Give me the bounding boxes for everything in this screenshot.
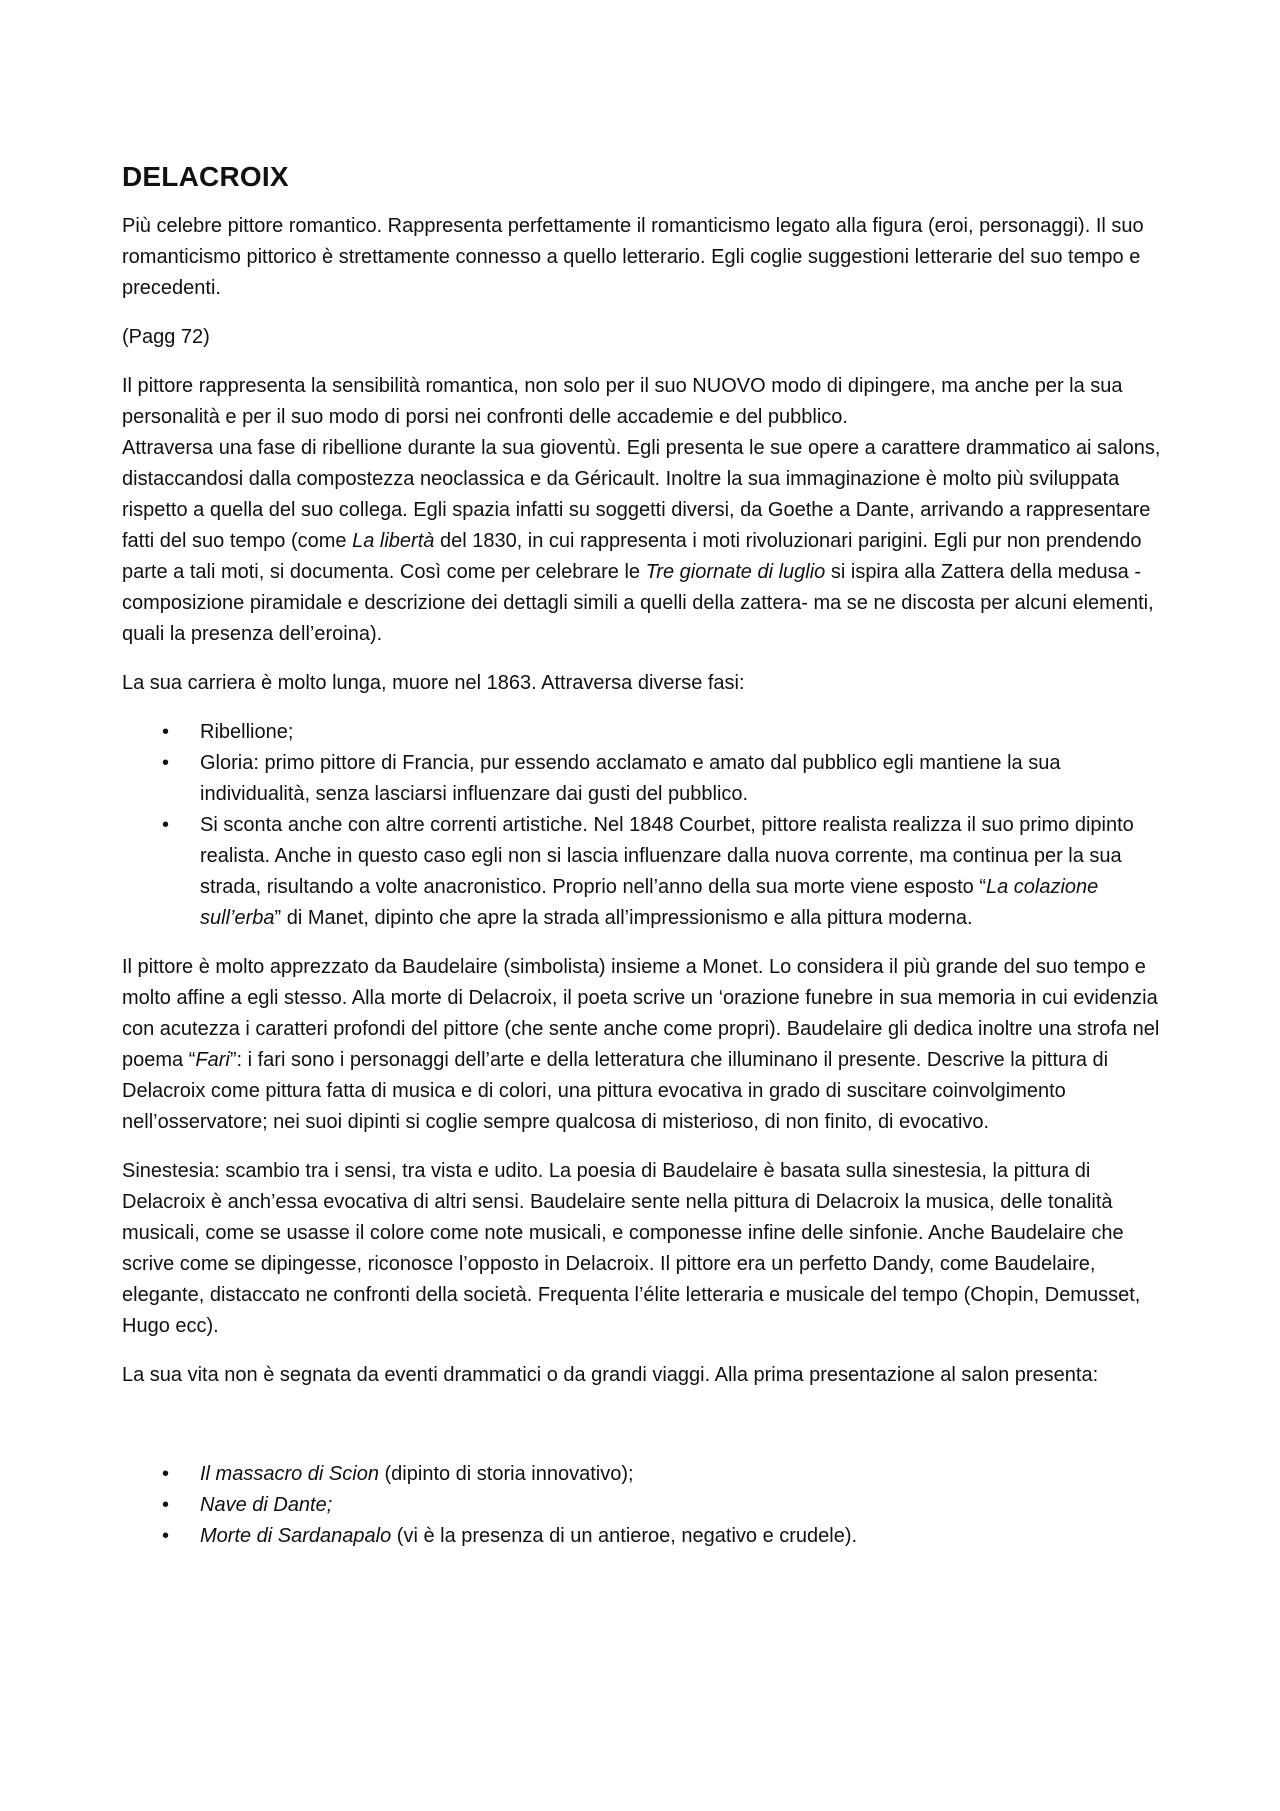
sensibility-paragraph — [122, 371, 1170, 650]
bullet-icon: • — [162, 814, 170, 836]
list-item: • Ribellione; — [122, 717, 1170, 748]
bullet-icon: • — [162, 1525, 170, 1547]
artwork-title-sardanapalo: Morte di Sardanapalo — [200, 1525, 392, 1547]
sensibility-text-a: Il pittore rappresenta la sensibilità romantica, non solo per il suo NUOVO modo di dipingere, ma anche per la sua personalità e per il suo modo di porsi nei confronti delle accademie e del pubblico. — [122, 375, 1123, 428]
list-item — [122, 1490, 1170, 1521]
page-title: DELACROIX — [122, 161, 289, 192]
artwork-title-tre-giornate: Tre giornate di luglio — [645, 561, 826, 583]
list-item: • Gloria: primo pittore di Francia, pur essendo acclamato e amato dal pubblico egli mantiene la sua individualità, senza lasciarsi influenzare dai gusti del pubblico. — [122, 748, 1170, 810]
list-item: • Si sconta anche con altre correnti artistiche. Nel 1848 Courbet, pittore realista realizza il suo primo dipinto realista. Anche in questo caso egli non si lascia influenzare dalla nuova corrente, ma continua per la sua strada, risultando a volte anacronistico. Proprio nell’anno della sua morte viene esposto “La colazione sull’erba” di Manet, dipinto che apre la strada all’impressionismo e alla pittura moderna. — [122, 810, 1170, 934]
artwork-title-massacro: Il massacro di Scion — [200, 1463, 379, 1485]
artwork-title-colazione: La colazione sull’erba — [200, 876, 1099, 929]
sensibility-text-b: Attraversa una fase di ribellione durante la sua gioventù. Egli presenta le sue opere a carattere drammatico ai salons, distaccandosi dalla compostezza neoclassica e da Géricault. Inoltre la sua immaginazione è molto più sviluppata rispetto a quella del suo collega. Egli spazia infatti su soggetti diversi, da Goethe a Dante, arrivando a rappresentare fatti del suo tempo (come — [122, 437, 1161, 552]
career-paragraph: La sua carriera è molto lunga, muore nel 1863. Attraversa diverse fasi: — [122, 672, 745, 694]
bullet-icon: • — [162, 721, 170, 743]
career-phases-list — [122, 717, 1170, 934]
salon-works-list — [122, 1459, 1170, 1552]
bullet-icon: • — [162, 1463, 170, 1485]
sensibility-text-f: si ispira alla Zattera della medusa -composizione piramidale e descrizione dei dettagli simili a quelli della zattera- ma se ne discosta per alcuni elementi, quali la presenza dell’eroina). — [122, 561, 1154, 645]
list-item: • Morte di Sardanapalo (vi è la presenza di un antieroe, negativo e crudele). — [122, 1521, 1170, 1552]
intro-paragraph: Più celebre pittore romantico. Rappresenta perfettamente il romanticismo legato alla figura (eroi, personaggi). Il suo romanticismo pittorico è strettamente connesso a quello letterario. Egli coglie suggestioni letterarie del suo tempo e precedenti. — [122, 215, 1144, 299]
baudelaire-paragraph: Il pittore è molto apprezzato da Baudelaire (simbolista) insieme a Monet. Lo considera il più grande del suo tempo e molto affine a egli stesso. Alla morte di Delacroix, il poeta scrive un ‘orazione funebre in sua memoria in cui evidenzia con acutezza i caratteri profondi del pittore (che sente anche come propri). Baudelaire gli dedica inoltre una strofa nel poema “Fari”: i fari sono i personaggi dell’arte e della letteratura che illuminano il presente. Descrive la pittura di Delacroix come pittura fatta di musica e di colori, una pittura evocativa in grado di suscitare coinvolgimento nell’osservatore; nei suoi dipinti si coglie sempre qualcosa di misterioso, di non finito, di evocativo. — [122, 956, 1160, 1133]
list-item: • Il massacro di Scion (dipinto di storia innovativo); — [122, 1459, 1170, 1490]
bullet-icon: • — [162, 752, 170, 774]
artwork-title-nave-dante: Nave di Dante; — [200, 1494, 333, 1516]
synesthesia-paragraph: Sinestesia: scambio tra i sensi, tra vista e udito. La poesia di Baudelaire è basata sulla sinestesia, la pittura di Delacroix è anch’essa evocativa di altri sensi. Baudelaire sente nella pittura di Delacroix la musica, delle tonalità musicali, come se usasse il colore come note musicali, e componesse infine delle sinfonie. Anche Baudelaire che scrive come se dipingesse, riconosce l’opposto in Delacroix. Il pittore era un perfetto Dandy, come Baudelaire, elegante, distaccato ne confronti della società. Frequenta l’élite letteraria e musicale del tempo (Chopin, Demusset, Hugo ecc). — [122, 1160, 1141, 1337]
artwork-title-liberta: La libertà — [352, 530, 435, 552]
poem-title-fari: Fari — [195, 1049, 230, 1071]
bullet-icon: • — [162, 1494, 170, 1516]
sensibility-text-d: del 1830, in cui rappresenta i moti rivoluzionari parigini. Egli pur non prendendo parte a tali moti, si documenta. Così come per celebrare le — [122, 530, 1142, 583]
page-reference: (Pagg 72) — [122, 326, 210, 348]
spacer — [122, 1409, 1170, 1459]
salon-paragraph: La sua vita non è segnata da eventi drammatici o da grandi viaggi. Alla prima presentazione al salon presenta: — [122, 1364, 1099, 1386]
